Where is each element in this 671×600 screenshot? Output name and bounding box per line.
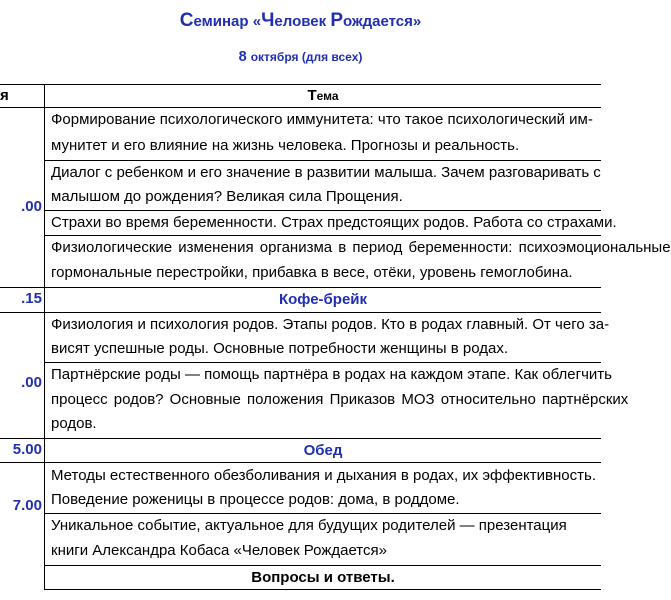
page-title: Семинар «Человек Рождается» (179, 10, 422, 31)
topic-line: Страхи во время беременности. Страх предстоящих родов. Работа со страхами. (51, 214, 617, 231)
topic-line: Уникальное событие, актуальное для будущих родителей — презентация (51, 517, 567, 534)
topic-line: Формирование психологического иммунитета: что такое психологический им- (51, 111, 593, 128)
row-divider (44, 210, 601, 211)
topic-line: Поведение роженицы в процессе родов: дома, в роддоме. (51, 491, 460, 508)
qa-label: Вопросы и ответы. (251, 569, 395, 586)
topic-line: Партнёрские роды — помощь партнёра в родах на каждом этапе. Как облегчить (51, 366, 612, 383)
topic-line: родов. (51, 415, 97, 432)
row-divider (44, 513, 601, 514)
topic-line: книги Александра Кобаса «Человек Рождается» (51, 542, 387, 559)
topic-line: Физиологические изменения организма в период беременности: психоэмоциональные (51, 239, 671, 256)
topic-line: гормональные перестройки, прибавка в весе, отёки, уровень гемоглобина. (51, 264, 573, 281)
column-divider (44, 84, 45, 590)
topic-line: Диалог с ребенком и его значение в развитии малыша. Зачем разговаривать с (51, 164, 601, 181)
table-bottom-border (44, 589, 601, 590)
topic-line: мунитет и его влияние на жизнь человека. Прогнозы и реальность. (51, 137, 520, 154)
topic-line: малышом до рождения? Великая сила Прощения. (51, 188, 403, 205)
topic-line: Физиология и психология родов. Этапы родов. Кто в родах главный. От чего за- (51, 316, 610, 333)
time-label: .00 (21, 198, 42, 215)
row-divider (44, 160, 601, 161)
lunch-label: Обед (303, 442, 343, 459)
row-divider (44, 362, 601, 363)
row-divider (0, 312, 601, 313)
header-time: я (0, 87, 9, 104)
topic-line: висят успешные роды. Основные потребности женщины в родах. (51, 340, 508, 357)
header-topic: Тема (307, 87, 339, 104)
time-label: .15 (21, 290, 42, 307)
topic-line: процесс родов? Основные положения Приказов МОЗ относительно партнёрских (51, 391, 629, 408)
row-divider (0, 287, 601, 288)
row-divider (0, 107, 601, 108)
time-label: 5.00 (12, 441, 42, 458)
topic-line: Методы естественного обезболивания и дыхания в родах, их эффективность. (51, 467, 596, 484)
page-subtitle: 8 октября (для всех) (238, 49, 363, 65)
break-label: Кофе-брейк (278, 291, 368, 308)
row-divider (0, 462, 601, 463)
row-divider (0, 438, 601, 439)
time-label: .00 (21, 374, 42, 391)
row-divider (44, 565, 601, 566)
time-label: 7.00 (12, 497, 42, 514)
row-divider (44, 235, 601, 236)
